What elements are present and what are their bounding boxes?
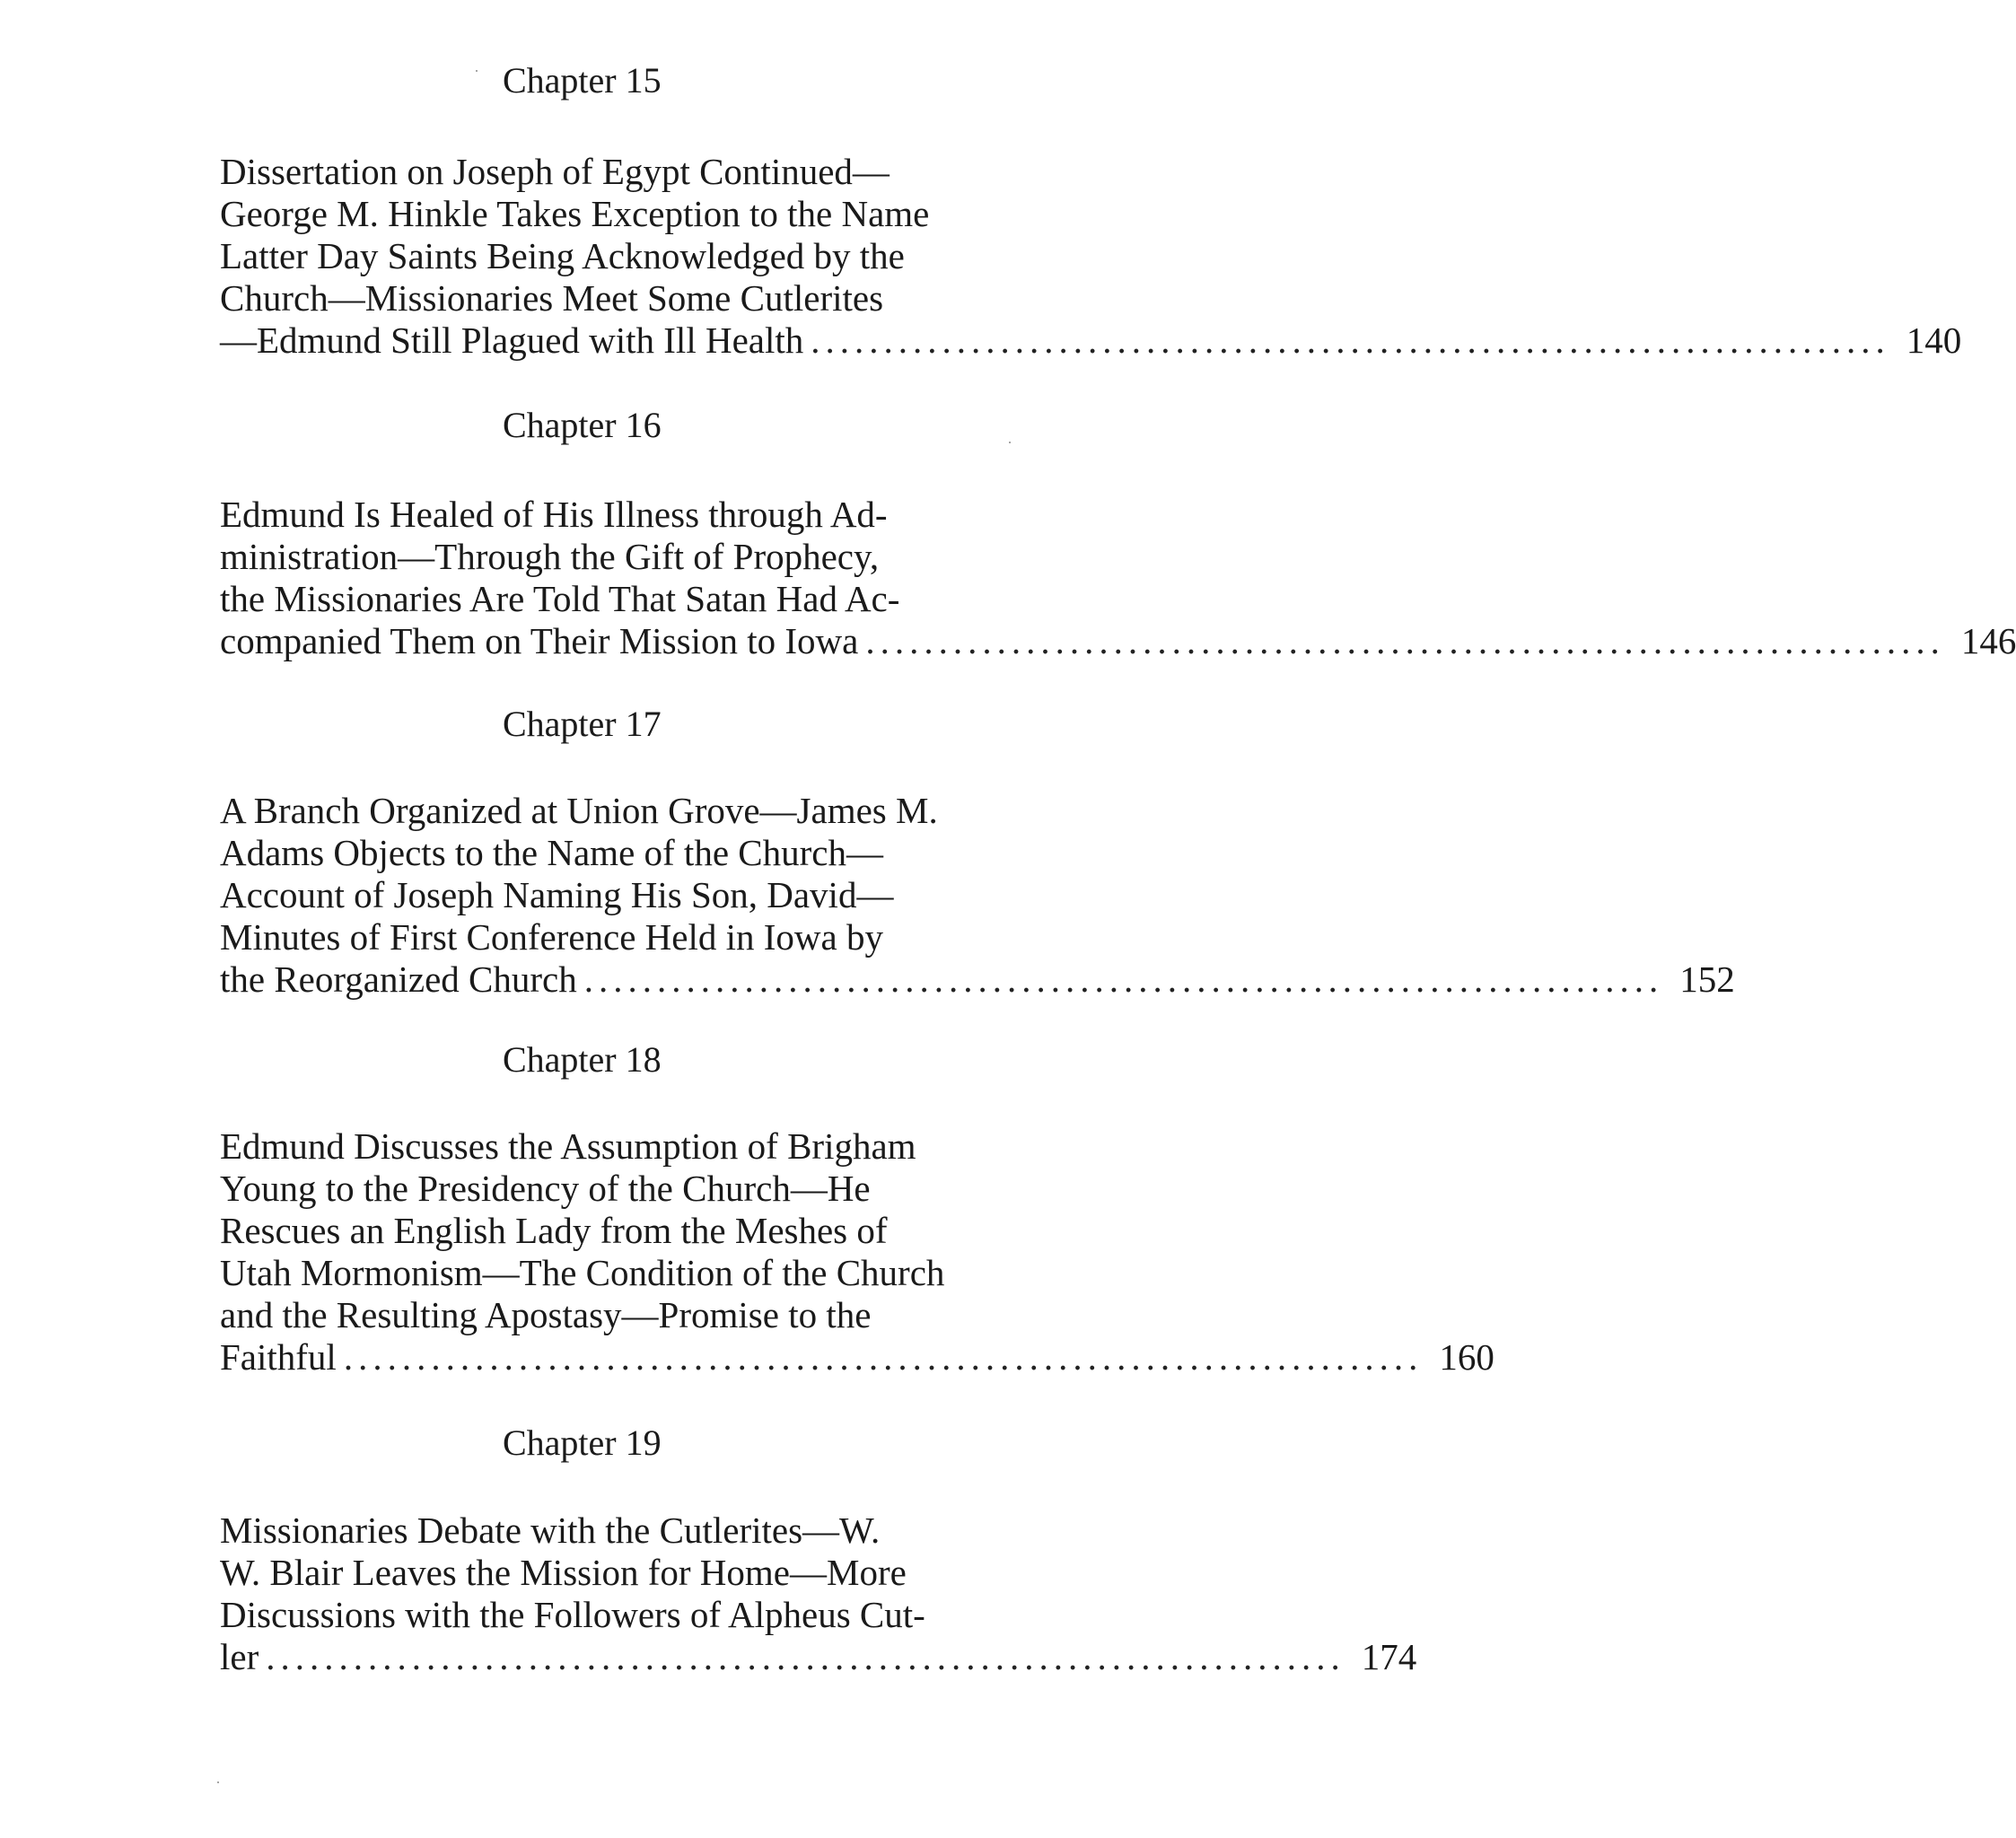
page-number: 152 (1679, 958, 1735, 1000)
chapter-heading: Chapter 17 (503, 704, 662, 744)
chapter-heading: Chapter 18 (503, 1039, 662, 1080)
dot-leader: .......................................................................... (811, 319, 1890, 361)
entry-line: Discussions with the Followers of Alpheus Cut- (220, 1594, 925, 1635)
toc-entry (220, 790, 1735, 1001)
chapter-heading: Chapter 15 (503, 60, 662, 101)
entry-line: the Missionaries Are Told That Satan Had Ac- (220, 578, 900, 619)
page-number: 160 (1439, 1336, 1494, 1378)
entry-line: Church—Missionaries Meet Some Cutlerites (220, 277, 884, 319)
toc-entry (220, 494, 2016, 662)
page-number: 174 (1361, 1636, 1417, 1677)
scan-speck (1009, 442, 1011, 443)
page-number: 140 (1906, 319, 1962, 361)
entry-line: Rescues an English Lady from the Meshes of (220, 1210, 888, 1251)
entry-line: George M. Hinkle Takes Exception to the Name (220, 193, 930, 234)
scan-speck (476, 70, 478, 72)
chapter-heading: Chapter 19 (503, 1422, 662, 1463)
dot-leader: .......................................................................... (266, 1636, 1345, 1677)
entry-line: and the Resulting Apostasy—Promise to the (220, 1294, 872, 1335)
entry-line: Utah Mormonism—The Condition of the Church (220, 1252, 945, 1293)
entry-line: the Reorganized Church (220, 958, 577, 1000)
entry-last-line (220, 319, 1962, 362)
entry-line: companied Them on Their Mission to Iowa (220, 620, 859, 661)
entry-line: A Branch Organized at Union Grove—James M. (220, 790, 938, 831)
entry-line: Edmund Discusses the Assumption of Brigham (220, 1125, 916, 1167)
entry-last-line (220, 1636, 1417, 1678)
entry-line: ler (220, 1636, 259, 1677)
page-number: 146 (1960, 620, 2016, 661)
entry-line: Dissertation on Joseph of Egypt Continued— (220, 151, 890, 192)
toc-entry (220, 151, 1962, 362)
entry-line: —Edmund Still Plagued with Ill Health (220, 319, 804, 361)
entry-line: Edmund Is Healed of His Illness through Ad- (220, 494, 888, 535)
entry-line: Young to the Presidency of the Church—He (220, 1168, 871, 1209)
entry-last-line (220, 958, 1735, 1001)
entry-last-line (220, 620, 2016, 662)
dot-leader: .......................................................................... (865, 620, 1945, 661)
entry-line: Adams Objects to the Name of the Church— (220, 832, 883, 873)
chapter-heading: Chapter 16 (503, 405, 662, 445)
entry-line: ministration—Through the Gift of Prophecy, (220, 536, 880, 577)
entry-line: Faithful (220, 1336, 337, 1378)
scan-speck (217, 1781, 219, 1783)
entry-line: Missionaries Debate with the Cutlerites—W. (220, 1510, 881, 1551)
entry-line: Latter Day Saints Being Acknowledged by the (220, 235, 905, 276)
entry-line: Minutes of First Conference Held in Iowa by (220, 916, 883, 958)
toc-entry (220, 1510, 1417, 1678)
dot-leader: .......................................................................... (343, 1336, 1424, 1378)
entry-line: W. Blair Leaves the Mission for Home—More (220, 1552, 907, 1593)
toc-entry (220, 1125, 1494, 1378)
dot-leader: .......................................................................... (583, 958, 1664, 1000)
entry-last-line (220, 1336, 1494, 1378)
entry-line: Account of Joseph Naming His Son, David— (220, 874, 894, 915)
